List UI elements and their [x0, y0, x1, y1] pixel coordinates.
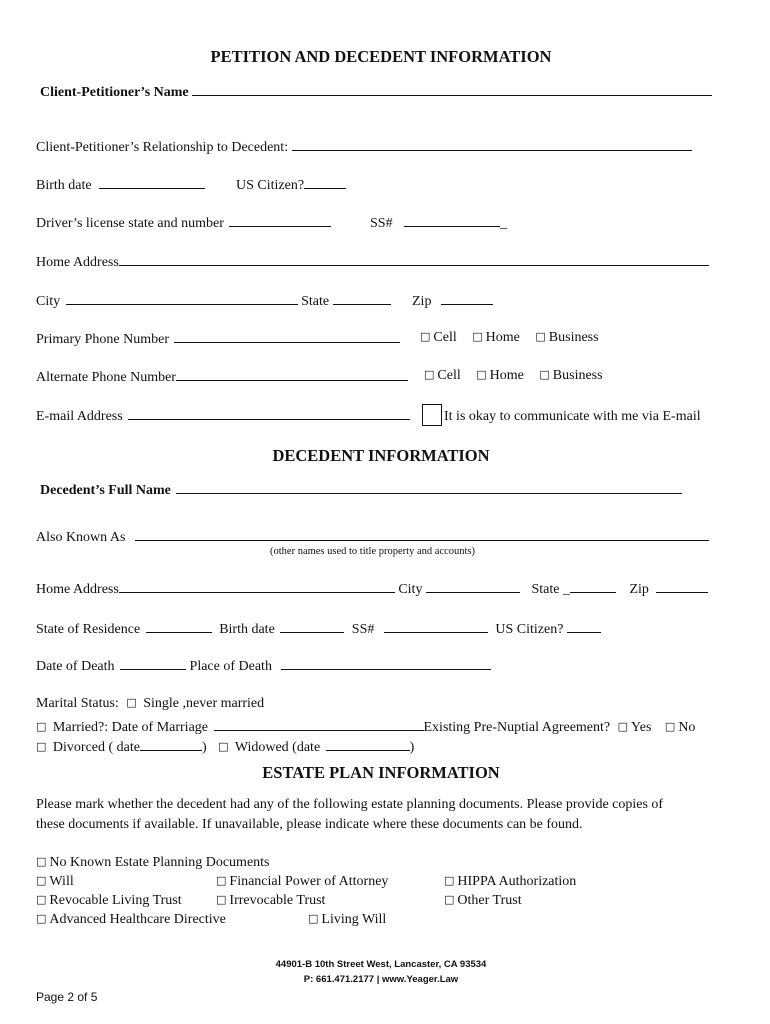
checkbox-icon[interactable]: □ [218, 740, 229, 753]
decedent-us-citizen-label: US Citizen? [495, 622, 564, 637]
option-hippa[interactable]: □ HIPPA Authorization [444, 874, 577, 889]
option-no-known-documents[interactable]: □ No Known Estate Planning Documents [36, 855, 270, 870]
option-healthcare-directive[interactable]: □ Advanced Healthcare Directive [36, 912, 226, 927]
decedent-zip-field[interactable] [656, 580, 708, 593]
decedent-ss-field[interactable] [384, 620, 488, 633]
page-title: PETITION AND DECEDENT INFORMATION [210, 47, 552, 66]
option-revocable-trust[interactable]: □ Revocable Living Trust [36, 893, 182, 908]
decedent-city-field[interactable] [426, 580, 520, 593]
decedent-home-address-label: Home Address [36, 582, 119, 597]
relationship-label: Client-Petitioner’s Relationship to Decedent: [36, 140, 289, 155]
decedent-city-label: City [398, 582, 423, 597]
checkbox-icon[interactable]: □ [126, 696, 137, 709]
footer-address: 44901-B 10th Street West, Lancaster, CA 93534 [275, 959, 487, 970]
aka-label: Also Known As [36, 530, 126, 545]
divorced-date-field[interactable] [140, 738, 202, 751]
checkbox-icon[interactable]: □ [36, 874, 47, 887]
checkbox-icon[interactable]: □ [36, 855, 47, 868]
decedent-state-field[interactable] [570, 580, 616, 593]
checkbox-icon[interactable]: □ [424, 368, 435, 381]
checkbox-icon[interactable]: □ [216, 874, 227, 887]
decedent-residence-row [36, 620, 601, 638]
marital-status-row [36, 696, 264, 712]
alternate-phone-business-option[interactable]: □ Business [539, 368, 603, 383]
decedent-heading: DECEDENT INFORMATION [272, 446, 490, 465]
alternate-phone-row [36, 368, 408, 386]
estate-instructions-line1: Please mark whether the decedent had any of the following estate planning documents. Please provide copies of [36, 797, 664, 812]
email-consent-row [422, 404, 701, 426]
primary-phone-label: Primary Phone Number [36, 332, 169, 347]
checkbox-icon[interactable]: □ [308, 912, 319, 925]
petitioner-home-address-label: Home Address [36, 255, 119, 270]
state-of-residence-label: State of Residence [36, 622, 141, 637]
married-option[interactable]: □ Married?: Date of Marriage [36, 720, 208, 735]
single-option[interactable]: □ Single ,never married [126, 696, 265, 711]
checkbox-icon[interactable]: □ [36, 740, 47, 753]
option-financial-poa[interactable]: □ Financial Power of Attorney [216, 874, 389, 889]
relationship-row [36, 138, 692, 156]
alternate-phone-field[interactable] [176, 368, 408, 381]
date-of-death-label: Date of Death [36, 659, 115, 674]
aka-field[interactable] [135, 528, 709, 541]
checkbox-icon[interactable]: □ [444, 893, 455, 906]
primary-phone-row [36, 330, 400, 348]
estate-instructions-line2: these documents if available. If unavailable, please indicate where these documents can be found. [36, 817, 583, 832]
checkbox-icon[interactable]: □ [664, 720, 676, 733]
option-irrevocable-trust[interactable]: □ Irrevocable Trust [216, 893, 326, 908]
option-other-trust[interactable]: □ Other Trust [444, 893, 522, 908]
estate-heading: ESTATE PLAN INFORMATION [262, 763, 500, 782]
decedent-zip-label: Zip [629, 582, 649, 597]
email-field[interactable] [128, 407, 410, 420]
petitioner-state-label: State [301, 294, 330, 309]
alternate-phone-type-options [424, 368, 603, 384]
married-row [36, 718, 695, 736]
checkbox-icon[interactable]: □ [420, 330, 431, 343]
decedent-ss-label: SS# [351, 622, 375, 637]
primary-phone-business-option[interactable]: □ Business [535, 330, 599, 345]
petitioner-city-label: City [36, 294, 61, 309]
petitioner-home-address-field[interactable] [119, 253, 709, 266]
primary-phone-type-options [420, 330, 599, 346]
petitioner-zip-label: Zip [412, 294, 432, 309]
checkbox-icon[interactable]: □ [36, 912, 47, 925]
primary-phone-field[interactable] [174, 330, 400, 343]
checkbox-icon[interactable]: □ [535, 330, 546, 343]
alternate-phone-label: Alternate Phone Number [36, 370, 176, 385]
email-label: E-mail Address [36, 409, 123, 424]
email-consent-checkbox[interactable] [422, 404, 442, 426]
prenup-yes-option[interactable]: □ Yes [617, 720, 652, 735]
primary-phone-cell-option[interactable]: □ Cell [420, 330, 457, 345]
drivers-license-row [36, 214, 331, 232]
checkbox-icon[interactable]: □ [539, 368, 550, 381]
date-of-marriage-field[interactable] [214, 718, 424, 731]
alternate-phone-cell-option[interactable]: □ Cell [424, 368, 461, 383]
aka-row [36, 528, 709, 546]
checkbox-icon[interactable]: □ [36, 893, 47, 906]
alternate-phone-home-option[interactable]: □ Home [476, 368, 524, 383]
petitioner-ss-row [370, 214, 507, 232]
primary-phone-home-option[interactable]: □ Home [472, 330, 520, 345]
petitioner-birthdate-row [36, 176, 205, 194]
email-consent-label: It is okay to communicate with me via E-mail [444, 409, 701, 424]
aka-note: (other names used to title property and accounts) [270, 546, 475, 557]
petitioner-address-row [36, 253, 709, 271]
decedent-name-row [40, 481, 682, 499]
petitioner-city-field[interactable] [66, 292, 298, 305]
decedent-state-label: State [531, 582, 560, 597]
footer-contact: P: 661.471.2177 | www.Yeager.Law [303, 974, 459, 985]
state-of-residence-field[interactable] [146, 620, 212, 633]
checkbox-icon[interactable]: □ [472, 330, 483, 343]
petitioner-zip-row [412, 292, 493, 310]
page-number: Page 2 of 5 [36, 990, 98, 1004]
petitioner-name-label: Client-Petitioner’s Name [40, 85, 189, 100]
decedent-us-citizen-field[interactable] [567, 620, 601, 633]
decedent-birth-date-field[interactable] [280, 620, 344, 633]
prenup-label: Existing Pre-Nuptial Agreement? [423, 720, 611, 735]
marital-status-label: Marital Status: [36, 696, 119, 711]
petitioner-name-row [40, 83, 712, 101]
checkbox-icon[interactable]: □ [36, 720, 47, 733]
death-row [36, 657, 491, 675]
place-of-death-field[interactable] [281, 657, 491, 670]
decedent-home-address-field[interactable] [119, 580, 395, 593]
widowed-option[interactable]: □ Widowed (date [218, 740, 321, 755]
drivers-license-label: Driver’s license state and number [36, 216, 224, 231]
decedent-birth-date-label: Birth date [219, 622, 275, 637]
decedent-state-prefix: _ [562, 582, 570, 597]
petitioner-ss-field[interactable] [404, 214, 500, 227]
checkbox-icon[interactable]: □ [476, 368, 487, 381]
petitioner-birth-date-field[interactable] [99, 176, 205, 189]
petitioner-us-citizen-field[interactable] [304, 176, 346, 189]
petitioner-ss-label: SS# [370, 216, 393, 231]
email-row [36, 407, 410, 425]
decedent-address-row [36, 580, 708, 598]
petitioner-citizen-row [236, 176, 346, 194]
petitioner-birth-date-label: Birth date [36, 178, 92, 193]
relationship-field[interactable] [292, 138, 692, 151]
petitioner-city-row [36, 292, 391, 310]
place-of-death-label: Place of Death [189, 659, 272, 674]
checkbox-icon[interactable]: □ [444, 874, 455, 887]
option-living-will[interactable]: □ Living Will [308, 912, 387, 927]
checkbox-icon[interactable]: □ [216, 893, 227, 906]
option-will[interactable]: □ Will [36, 874, 74, 889]
prenup-no-option[interactable]: □ No [664, 720, 696, 735]
petitioner-ss-trailing: _ [500, 216, 508, 231]
petitioner-us-citizen-label: US Citizen? [236, 178, 305, 193]
date-of-death-field[interactable] [120, 657, 186, 670]
divorced-widowed-row: □ Divorced ( date ) □ Widowed (date ) [36, 740, 415, 755]
decedent-full-name-label: Decedent’s Full Name [40, 483, 171, 498]
widowed-date-field[interactable] [326, 738, 410, 751]
petitioner-name-field[interactable] [192, 83, 712, 96]
checkbox-icon[interactable]: □ [617, 720, 629, 733]
divorced-option[interactable]: □ Divorced ( date [36, 740, 140, 755]
petitioner-state-field[interactable] [333, 292, 391, 305]
drivers-license-field[interactable] [229, 214, 331, 227]
decedent-full-name-field[interactable] [176, 481, 682, 494]
petitioner-zip-field[interactable] [441, 292, 493, 305]
